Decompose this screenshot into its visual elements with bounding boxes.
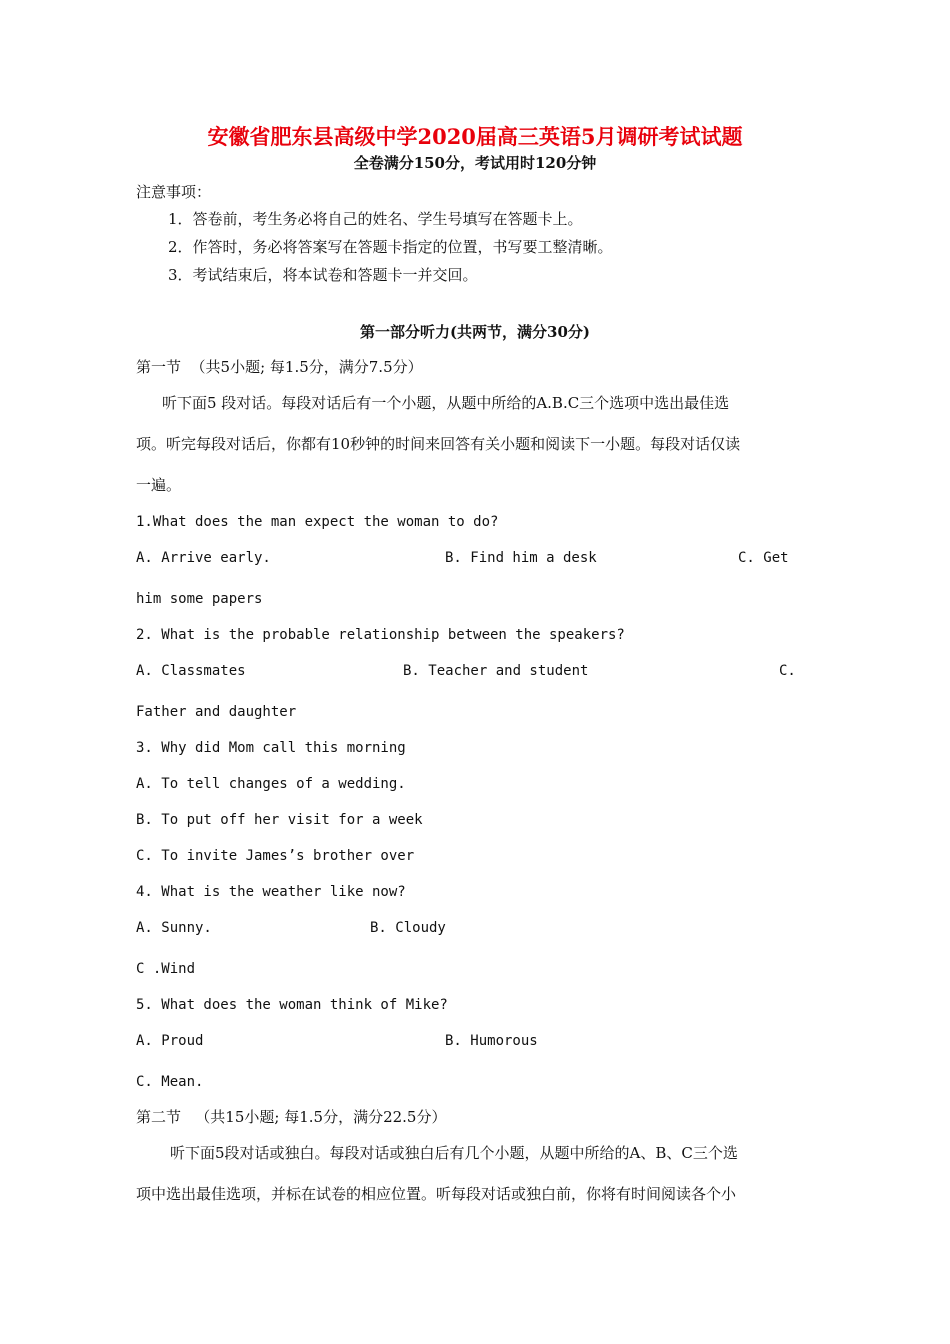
option-a: A. Classmates	[136, 663, 246, 679]
option-b: B. Humorous	[445, 1033, 538, 1049]
option-b: B. Cloudy	[370, 920, 446, 936]
notice-heading: 注意事项：	[136, 183, 212, 201]
notice-item: 1．答卷前，考生务必将自己的姓名、学生号填写在答题卡上。	[168, 210, 583, 228]
section2-heading: 第二节 （共15小题; 每1.5分，满分22.5分）	[136, 1108, 447, 1126]
question-text: 1.What does the man expect the woman to do?	[136, 514, 499, 530]
part1-heading: 第一部分听力(共两节，满分30分)	[359, 323, 591, 341]
option-a: A. Arrive early.	[136, 550, 271, 566]
exam-title: 安徽省肥东县高级中学2020届高三英语5月调研考试试题	[207, 124, 743, 149]
notice-item: 3．考试结束后，将本试卷和答题卡一并交回。	[168, 266, 478, 284]
option-a: A. To tell changes of a wedding.	[136, 776, 406, 792]
section1-instruction: 一遍。	[136, 476, 182, 494]
option-b: B. To put off her visit for a week	[136, 812, 423, 828]
option-c: C. To invite James’s brother over	[136, 848, 415, 864]
section2-instruction: 项中选出最佳选项，并标在试卷的相应位置。听每段对话或独白前，你将有时间阅读各个小	[136, 1185, 737, 1203]
option-b: B. Teacher and student	[403, 663, 589, 679]
option-a: A. Proud	[136, 1033, 204, 1049]
option-a: A. Sunny.	[136, 920, 212, 936]
section2-instruction: 听下面5段对话或独白。每段对话或独白后有几个小题，从题中所给的A、B、C三个选	[170, 1144, 738, 1162]
option-c-continued: him some papers	[136, 591, 263, 607]
question-text: 5. What does the woman think of Mike?	[136, 997, 448, 1013]
exam-subtitle: 全卷满分150分，考试用时120分钟	[353, 154, 597, 172]
section1-instruction: 听下面5 段对话。每段对话后有一个小题，从题中所给的A.B.C三个选项中选出最佳选	[162, 394, 730, 412]
option-c: C. Get	[738, 550, 789, 566]
question-text: 4. What is the weather like now?	[136, 884, 406, 900]
section1-instruction: 项。听完每段对话后，你都有10秒钟的时间来回答有关小题和阅读下一小题。每段对话仅读	[136, 435, 741, 453]
section1-heading: 第一节 （共5小题; 每1.5分，满分7.5分）	[136, 358, 423, 376]
option-c-continued: Father and daughter	[136, 704, 297, 720]
option-c: C.	[779, 663, 796, 679]
question-text: 2. What is the probable relationship between the speakers?	[136, 627, 625, 643]
notice-item: 2．作答时，务必将答案写在答题卡指定的位置，书写要工整清晰。	[168, 238, 613, 256]
question-text: 3. Why did Mom call this morning	[136, 740, 406, 756]
option-c: C. Mean.	[136, 1074, 204, 1090]
option-c: C .Wind	[136, 961, 196, 977]
option-b: B. Find him a desk	[445, 550, 597, 566]
